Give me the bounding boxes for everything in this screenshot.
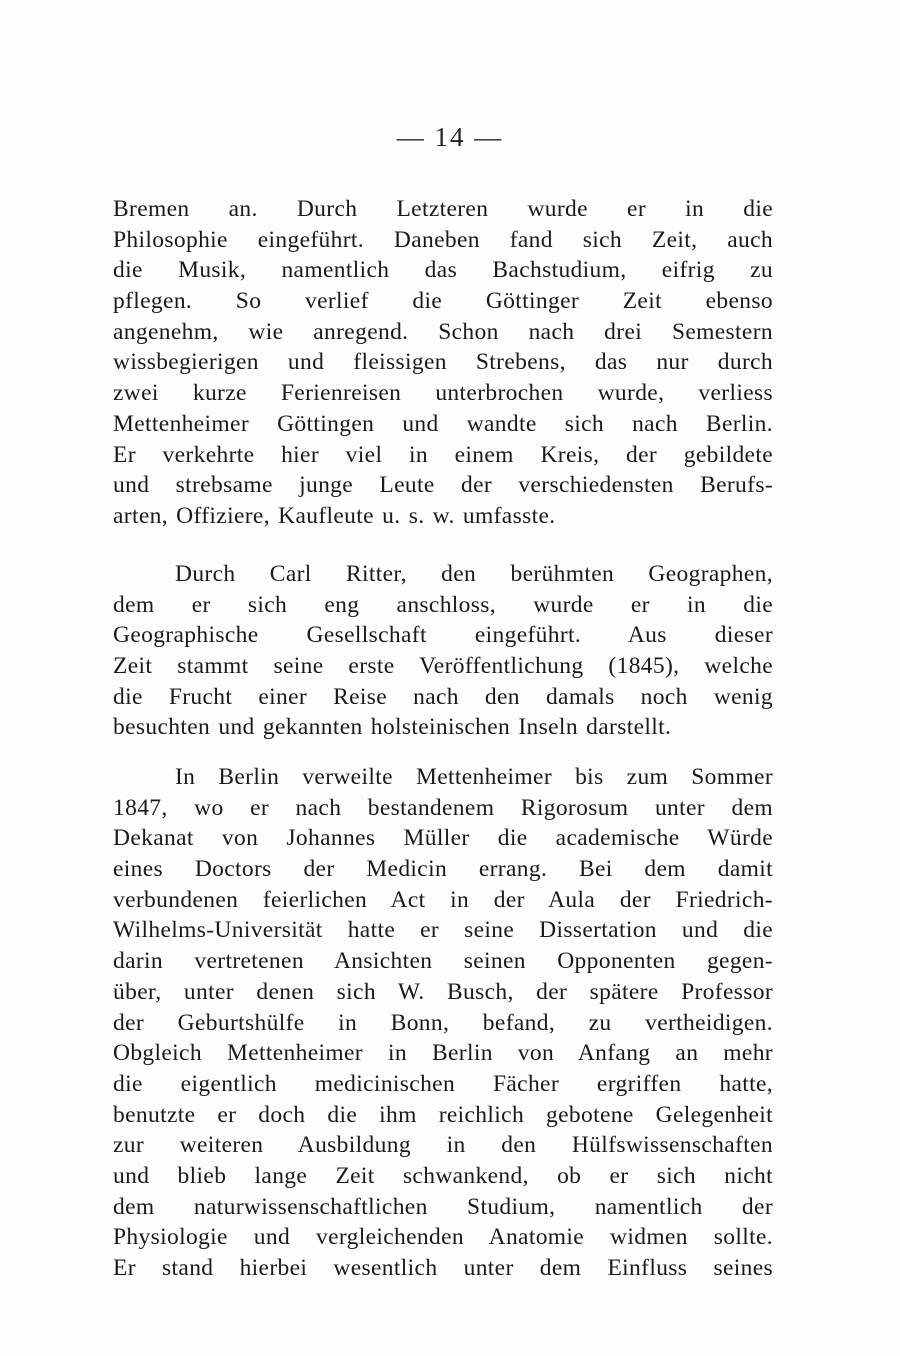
text-line: dem naturwissenschaftlichen Studium, namentlich der [113, 1193, 773, 1220]
text-line: Zeit stammt seine erste Veröffentlichung (1845), welche [113, 653, 773, 680]
text-line: über, unter denen sich W. Busch, der spätere Professor [113, 978, 773, 1005]
text-line: die eigentlich medicinischen Fächer ergriffen hatte, [113, 1070, 773, 1097]
text-line: Wilhelms-Universität hatte er seine Dissertation und die [113, 917, 773, 944]
text-line: dem er sich eng anschloss, wurde er in die [113, 591, 773, 618]
text-line: Obgleich Mettenheimer in Berlin von Anfang an mehr [113, 1040, 773, 1067]
text-line: eines Doctors der Medicin errang. Bei dem damit [113, 856, 773, 883]
paragraph-1 [113, 194, 773, 532]
text-line: Er stand hierbei wesentlich unter dem Einfluss seines [113, 1255, 773, 1281]
text-line: der Geburtshülfe in Bonn, befand, zu vertheidigen. [113, 1009, 773, 1036]
text-line: arten, Offiziere, Kaufleute u. s. w. umfasste. [113, 502, 556, 529]
text-line: zur weiteren Ausbildung in den Hülfswissenschaften [113, 1132, 773, 1159]
text-line: wissbegierigen und fleissigen Strebens, das nur durch [113, 349, 773, 376]
text-line: pflegen. So verlief die Göttinger Zeit ebenso [113, 288, 773, 315]
text-line: die Frucht einer Reise nach den damals noch wenig [113, 683, 773, 710]
text-line: Geographische Gesellschaft eingeführt. Aus dieser [113, 622, 773, 649]
paragraph-2 [113, 559, 773, 743]
text-line: angenehm, wie anregend. Schon nach drei Semestern [113, 318, 773, 345]
text-line: besuchten und gekannten holsteinischen Inseln darstellt. [113, 714, 672, 741]
text-line: In Berlin verweilte Mettenheimer bis zum Sommer [175, 764, 773, 790]
text-line: Durch Carl Ritter, den berühmten Geographen, [175, 561, 773, 587]
text-line: benutzte er doch die ihm reichlich gebotene Gelegenheit [113, 1101, 773, 1128]
text-line: darin vertretenen Ansichten seinen Opponenten gegen- [113, 948, 773, 975]
paragraph-3 [113, 762, 773, 1284]
text-line: die Musik, namentlich das Bachstudium, eifrig zu [113, 257, 773, 284]
text-line: und blieb lange Zeit schwankend, ob er sich nicht [113, 1162, 773, 1189]
text-line: 1847, wo er nach bestandenem Rigorosum unter dem [113, 794, 773, 821]
text-line: Mettenheimer Göttingen und wandte sich nach Berlin. [113, 410, 773, 437]
text-line: Philosophie eingeführt. Daneben fand sich Zeit, auch [113, 226, 773, 253]
page-number: — 14 — [396, 122, 504, 152]
text-line: zwei kurze Ferienreisen unterbrochen wurde, verliess [113, 380, 773, 407]
text-line: Physiologie und vergleichenden Anatomie widmen sollte. [113, 1224, 773, 1251]
text-line: Er verkehrte hier viel in einem Kreis, der gebildete [113, 441, 773, 468]
text-line: und strebsame junge Leute der verschiedensten Berufs- [113, 472, 773, 499]
text-line: Bremen an. Durch Letzteren wurde er in die [113, 196, 773, 222]
text-line: verbundenen feierlichen Act in der Aula der Friedrich- [113, 886, 773, 913]
text-line: Dekanat von Johannes Müller die academische Würde [113, 825, 773, 852]
